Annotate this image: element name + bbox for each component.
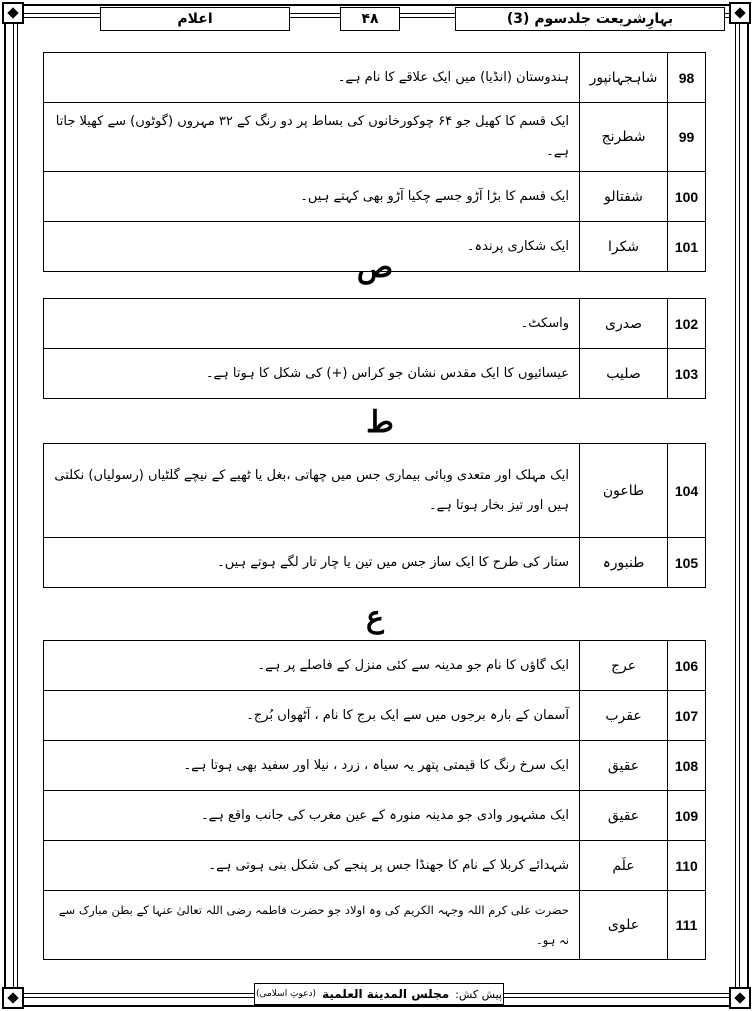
entry-number: 107: [668, 691, 706, 741]
entry-definition: ہندوستان (انڈیا) میں ایک علاقے کا نام ہے۔: [44, 53, 580, 103]
table-row: [44, 841, 706, 891]
entry-word: عقرب: [580, 691, 668, 741]
entry-number: 100: [668, 172, 706, 222]
entry-definition: آسمان کے بارہ برجوں میں سے ایک برج کا نام ، آٹھواں بُرج۔: [44, 691, 580, 741]
entry-number: 109: [668, 791, 706, 841]
section-letter-toe: ط: [366, 405, 394, 440]
section-title: اعلام: [100, 7, 290, 31]
entry-word: علَم: [580, 841, 668, 891]
table-row: [44, 53, 706, 103]
entries-table-toe: [43, 443, 706, 588]
entry-number: 98: [668, 53, 706, 103]
corner-ornament-icon: [2, 2, 24, 24]
corner-ornament-icon: [729, 2, 751, 24]
entry-word: طنبورہ: [580, 538, 668, 588]
entry-number: 111: [668, 891, 706, 960]
entry-word: شفتالو: [580, 172, 668, 222]
publisher-footer: [254, 983, 504, 1005]
table-row: [44, 444, 706, 538]
entry-word: عقیق: [580, 791, 668, 841]
entry-word: صدری: [580, 299, 668, 349]
entry-word: عقیق: [580, 741, 668, 791]
entry-word: علوی: [580, 891, 668, 960]
table-row: [44, 741, 706, 791]
entry-definition: ستار کی طرح کا ایک ساز جس میں تین یا چار تار لگے ہوتے ہیں۔: [44, 538, 580, 588]
entry-word: طاعون: [580, 444, 668, 538]
book-title: بہارِشریعت جلدسوم (3): [455, 7, 725, 31]
entry-number: 101: [668, 222, 706, 272]
page-number: ۴۸: [340, 7, 400, 31]
footer-publisher: مجلس المدينة العلمية: [322, 987, 450, 1001]
table-row: [44, 103, 706, 172]
corner-ornament-icon: [729, 987, 751, 1009]
entry-definition: ایک سرخ رنگ کا قیمتی پتھر یہ سیاہ ، زرد ، نیلا اور سفید بھی ہوتا ہے۔: [44, 741, 580, 791]
table-row: [44, 538, 706, 588]
entries-table-ain: [43, 640, 706, 960]
entry-definition: ایک قسم کا کھیل جو ۶۴ چوکورخانوں کی بساط پر دو رنگ کے ۳۲ مہروں (گوٹوں) سے کھیلا جاتا ہے۔: [44, 103, 580, 172]
section-letter-saad: ص: [356, 250, 394, 285]
table-row: [44, 349, 706, 399]
entry-number: 104: [668, 444, 706, 538]
entry-number: 105: [668, 538, 706, 588]
entry-word: عرج: [580, 641, 668, 691]
table-row: [44, 641, 706, 691]
entry-word: شطرنج: [580, 103, 668, 172]
entry-definition: عیسائیوں کا ایک مقدس نشان جو کراس (+) کی شکل کا ہوتا ہے۔: [44, 349, 580, 399]
entry-definition: حضرت علی کرم اللہ وجہہ الکریم کی وہ اولاد جو حضرت فاطمہ رضی اللہ تعالیٰ عنہا کے بطن مبارک سے نہ ہو۔: [44, 891, 580, 960]
entry-number: 103: [668, 349, 706, 399]
table-row: [44, 691, 706, 741]
entry-number: 99: [668, 103, 706, 172]
corner-ornament-icon: [2, 987, 24, 1009]
entry-number: 108: [668, 741, 706, 791]
entry-definition: ایک مہلک اور متعدی وبائی بیماری جس میں چھاتی ،بغل یا ٹھیے کے نیچے گلٹیاں (رسولیاں) نکلتی ہیں اور تیز بخار ہوتا ہے۔: [44, 444, 580, 538]
entry-definition: ایک گاؤں کا نام جو مدینہ سے کئی منزل کے فاصلے پر ہے۔: [44, 641, 580, 691]
entry-word: شاہجہانپور: [580, 53, 668, 103]
entry-number: 102: [668, 299, 706, 349]
footer-note: (دعوتِ اسلامی): [255, 989, 317, 999]
entry-definition: ایک شکاری پرندہ۔: [44, 222, 580, 272]
footer-prefix: پیش کش:: [455, 987, 503, 1001]
entry-word: صلیب: [580, 349, 668, 399]
entry-word: شکرا: [580, 222, 668, 272]
entry-definition: شہدائے کربلا کے نام کا جھنڈا جس پر پنجے کی شکل بنی ہوتی ہے۔: [44, 841, 580, 891]
entry-definition: واسکٹ۔: [44, 299, 580, 349]
table-row: [44, 172, 706, 222]
section-letter-ain: ع: [366, 600, 384, 635]
table-row: [44, 791, 706, 841]
table-row: [44, 891, 706, 960]
entry-number: 110: [668, 841, 706, 891]
entries-table-saad: [43, 298, 706, 399]
entry-definition: ایک قسم کا بڑا آڑو جسے چکیا آڑو بھی کہتے ہیں۔: [44, 172, 580, 222]
entries-table-sheen: [43, 52, 706, 272]
entry-number: 106: [668, 641, 706, 691]
table-row: [44, 299, 706, 349]
entry-definition: ایک مشہور وادی جو مدینہ منورہ کے عین مغرب کی جانب واقع ہے۔: [44, 791, 580, 841]
